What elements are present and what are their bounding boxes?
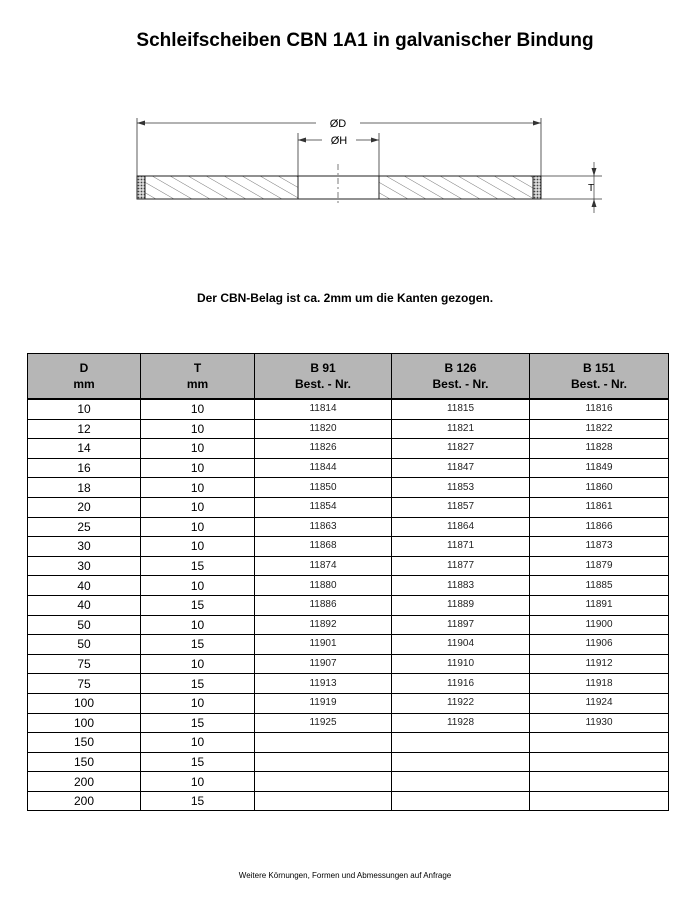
table-row [28,752,669,772]
table-header-row [28,354,669,400]
cell-b91: 11880 [255,576,392,596]
wheel-body-left [137,176,298,199]
cell-b91: 11814 [255,399,392,419]
cell-d: 75 [28,654,141,674]
cell-d: 200 [28,772,141,792]
cell-t: 15 [141,674,255,694]
table-row [28,654,669,674]
cell-t: 10 [141,439,255,459]
cell-b91: 11844 [255,458,392,478]
cell-b126: 11821 [392,419,530,439]
cell-b151: 11822 [530,419,669,439]
cell-t: 10 [141,733,255,753]
cell-t: 10 [141,615,255,635]
header-b91: B 91 Best. - Nr. [255,354,392,400]
table-row [28,595,669,615]
table-row [28,556,669,576]
coating-note: Der CBN-Belag ist ca. 2mm um die Kanten gezogen. [196,291,494,305]
cbn-coating-right [533,176,541,199]
cell-t: 10 [141,772,255,792]
table-row [28,517,669,537]
cell-t: 10 [141,478,255,498]
cell-d: 75 [28,674,141,694]
cell-b91: 11901 [255,635,392,655]
cell-b151: 11849 [530,458,669,478]
page-title: Schleifscheiben CBN 1A1 in galvanischer Bindung [136,30,594,51]
cell-b126: 11864 [392,517,530,537]
cell-t: 15 [141,752,255,772]
cell-t: 10 [141,693,255,713]
header-b151: B 151 Best. - Nr. [530,354,669,400]
footer-note: Weitere Körnungen, Formen und Abmessungen auf Anfrage [238,871,452,880]
table-row [28,419,669,439]
header-d: D mm [28,354,141,400]
header-t: T mm [141,354,255,400]
cell-d: 40 [28,595,141,615]
cell-t: 10 [141,537,255,557]
cell-t: 10 [141,517,255,537]
table-row [28,772,669,792]
cell-b151 [530,791,669,811]
table-row [28,693,669,713]
dimension-label-h: ØH [330,135,348,147]
arrow-right-icon [533,121,541,126]
cell-d: 40 [28,576,141,596]
grinding-wheel-drawing [110,100,610,220]
cell-b126: 11910 [392,654,530,674]
cell-d: 25 [28,517,141,537]
cell-t: 15 [141,713,255,733]
cell-b126: 11904 [392,635,530,655]
table-row [28,478,669,498]
cell-b126: 11897 [392,615,530,635]
cell-b126: 11827 [392,439,530,459]
table-row [28,458,669,478]
cbn-coating-left [137,176,145,199]
table-row [28,615,669,635]
cell-b126: 11928 [392,713,530,733]
cell-b91: 11913 [255,674,392,694]
header-b126: B 126 Best. - Nr. [392,354,530,400]
cell-t: 15 [141,791,255,811]
cell-d: 50 [28,635,141,655]
parts-table [27,353,669,811]
cell-b91: 11892 [255,615,392,635]
cell-b151: 11861 [530,497,669,517]
cell-b91: 11925 [255,713,392,733]
cell-b91: 11907 [255,654,392,674]
cell-b151: 11873 [530,537,669,557]
cell-b126 [392,772,530,792]
arrow-left-icon [137,121,145,126]
cell-b126: 11916 [392,674,530,694]
table-body [28,399,669,811]
cell-b126 [392,791,530,811]
cell-b91: 11886 [255,595,392,615]
cell-b151: 11930 [530,713,669,733]
cell-b151: 11912 [530,654,669,674]
cell-t: 15 [141,635,255,655]
cell-b126: 11877 [392,556,530,576]
cell-b126 [392,752,530,772]
cell-b151: 11924 [530,693,669,713]
cell-t: 10 [141,654,255,674]
cell-b151: 11906 [530,635,669,655]
cell-d: 100 [28,693,141,713]
cell-d: 150 [28,752,141,772]
cell-b151: 11918 [530,674,669,694]
table-row [28,674,669,694]
wheel-bore [298,176,379,199]
cell-t: 10 [141,458,255,478]
cell-t: 10 [141,399,255,419]
cell-b126: 11857 [392,497,530,517]
cell-b126: 11847 [392,458,530,478]
cell-b126 [392,733,530,753]
cell-b91: 11874 [255,556,392,576]
cell-t: 10 [141,497,255,517]
cell-b91: 11820 [255,419,392,439]
cell-b91: 11863 [255,517,392,537]
cell-d: 12 [28,419,141,439]
cell-t: 10 [141,419,255,439]
cell-b126: 11815 [392,399,530,419]
cell-b126: 11922 [392,693,530,713]
table-row [28,576,669,596]
cell-d: 16 [28,458,141,478]
cell-b91: 11850 [255,478,392,498]
cell-t: 15 [141,556,255,576]
cell-b126: 11871 [392,537,530,557]
cell-d: 150 [28,733,141,753]
table-row [28,791,669,811]
cell-b91: 11854 [255,497,392,517]
cell-d: 30 [28,537,141,557]
cell-b126: 11853 [392,478,530,498]
cell-b151: 11879 [530,556,669,576]
table-row [28,497,669,517]
cell-b151: 11828 [530,439,669,459]
cell-d: 50 [28,615,141,635]
cell-b151: 11891 [530,595,669,615]
cell-t: 10 [141,576,255,596]
table-row [28,399,669,419]
table-row [28,439,669,459]
cell-b91: 11919 [255,693,392,713]
cell-b91 [255,772,392,792]
cell-b91 [255,791,392,811]
cell-t: 15 [141,595,255,615]
cell-d: 18 [28,478,141,498]
cell-b91 [255,752,392,772]
cell-b151 [530,772,669,792]
cell-b151: 11816 [530,399,669,419]
cell-d: 30 [28,556,141,576]
wheel-body-right [379,176,541,199]
cell-b91: 11826 [255,439,392,459]
cell-b126: 11889 [392,595,530,615]
cell-b151: 11866 [530,517,669,537]
cell-d: 10 [28,399,141,419]
dimension-label-d: ØD [329,118,347,130]
table-row [28,635,669,655]
cell-b151: 11860 [530,478,669,498]
cell-d: 20 [28,497,141,517]
cell-d: 14 [28,439,141,459]
cell-b126: 11883 [392,576,530,596]
table-row [28,713,669,733]
table-row [28,733,669,753]
cell-b151 [530,733,669,753]
cell-d: 100 [28,713,141,733]
cell-b151: 11900 [530,615,669,635]
dimension-label-t: T [587,183,595,194]
table-row [28,537,669,557]
cell-b91: 11868 [255,537,392,557]
cell-b91 [255,733,392,753]
cell-b151 [530,752,669,772]
cell-b151: 11885 [530,576,669,596]
cell-d: 200 [28,791,141,811]
